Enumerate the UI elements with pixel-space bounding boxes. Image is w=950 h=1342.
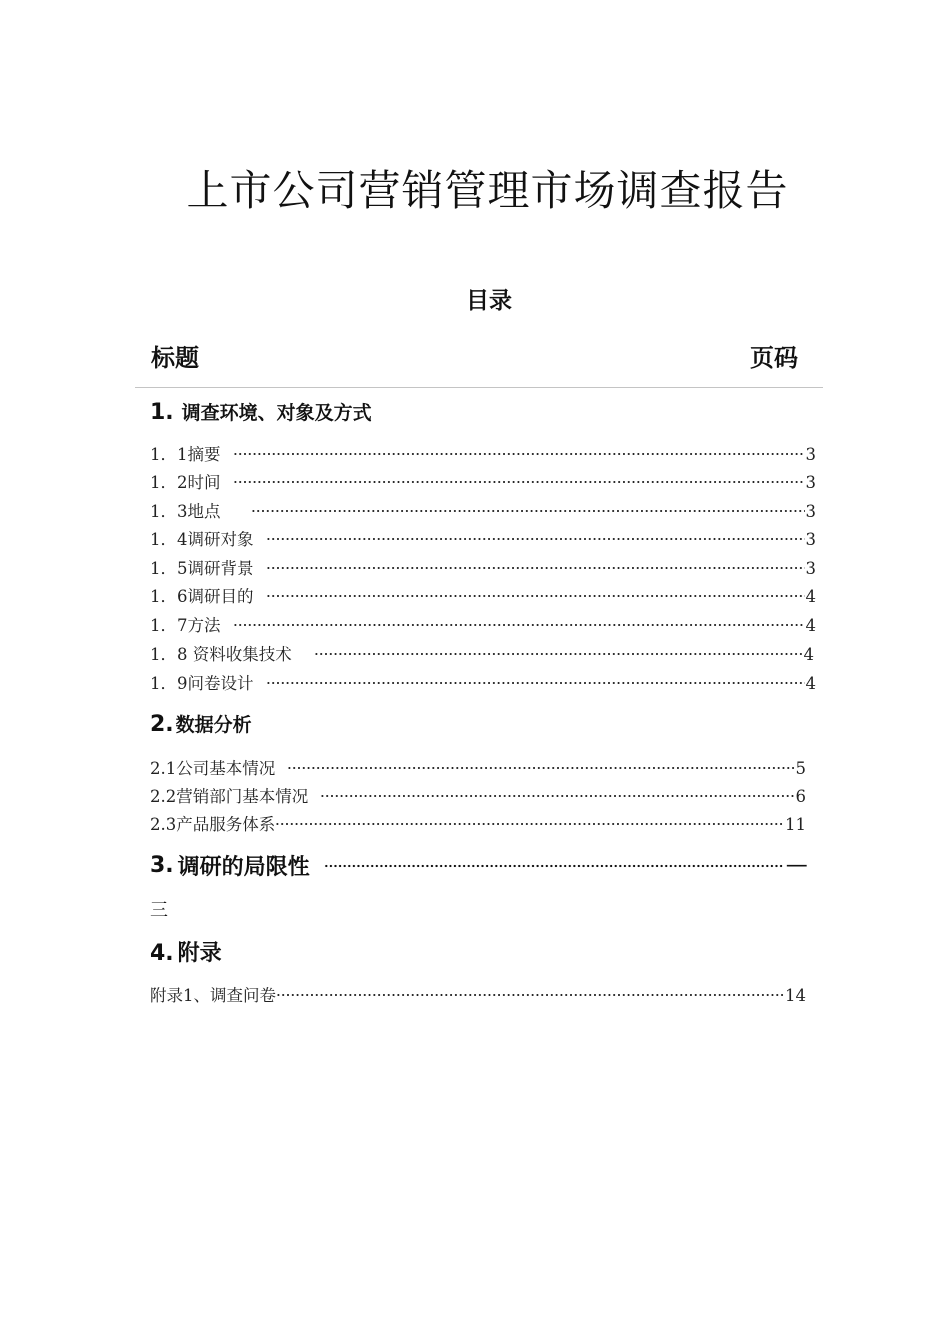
dot-leader xyxy=(233,475,805,489)
entry-label: 2.1公司基本情况 xyxy=(150,759,276,778)
toc-entry[interactable] xyxy=(150,441,816,463)
entry-label: 1．8 资料收集技术 xyxy=(150,645,292,664)
entry-label: 1．6调研目的 xyxy=(150,587,254,606)
entry-page: 6 xyxy=(795,787,806,806)
header-divider xyxy=(135,387,823,388)
dot-leader xyxy=(266,589,805,603)
toc-entry[interactable] xyxy=(150,526,816,548)
entry-label: 1．3地点 xyxy=(150,502,221,521)
toc-section-3[interactable] xyxy=(150,850,808,881)
entry-page: 5 xyxy=(795,759,806,778)
section-number: 4. xyxy=(150,941,174,966)
section-3-page-continued: 三 xyxy=(150,900,168,921)
entry-page: 4 xyxy=(805,616,816,635)
entry-label: 1．1摘要 xyxy=(150,445,221,464)
toc-entry[interactable] xyxy=(150,469,816,491)
entry-page: 4 xyxy=(805,587,816,606)
section-number: 2. xyxy=(150,712,174,737)
toc-entry[interactable] xyxy=(150,670,816,692)
entry-label: 附录1、调查问卷 xyxy=(150,986,276,1005)
entry-label: 2.3产品服务体系 xyxy=(150,815,276,834)
dot-leader xyxy=(251,504,805,518)
entry-page: 11 xyxy=(785,815,806,834)
document-title: 上市公司营销管理市场调查报告 xyxy=(186,166,789,215)
dot-leader xyxy=(275,817,784,831)
dot-leader xyxy=(314,647,803,661)
toc-heading: 目录 xyxy=(466,288,512,314)
dot-leader xyxy=(233,618,805,632)
toc-entry[interactable] xyxy=(150,641,814,663)
dot-leader xyxy=(233,447,805,461)
entry-page: — xyxy=(785,853,808,878)
toc-entry[interactable] xyxy=(150,755,806,777)
toc-entry[interactable] xyxy=(150,555,816,577)
toc-entry[interactable] xyxy=(150,783,806,805)
section-number: 3. xyxy=(150,853,174,878)
toc-header-page-column: 页码 xyxy=(750,344,798,372)
section-number: 1. xyxy=(150,400,174,425)
dot-leader xyxy=(324,859,784,873)
dot-leader xyxy=(320,789,794,803)
section-title: 附录 xyxy=(177,941,222,966)
dot-leader xyxy=(276,988,784,1002)
toc-section-1[interactable] xyxy=(150,398,372,425)
entry-label: 1．5调研背景 xyxy=(150,559,254,578)
entry-label: 1．7方法 xyxy=(150,616,221,635)
dot-leader xyxy=(287,761,794,775)
entry-page: 4 xyxy=(805,674,816,693)
dot-leader xyxy=(266,676,805,690)
entry-page: 14 xyxy=(785,986,806,1005)
entry-page: 3 xyxy=(805,530,816,549)
toc-entry[interactable] xyxy=(150,612,816,634)
section-title: 调研的局限性 xyxy=(177,855,310,880)
dot-leader xyxy=(266,561,805,575)
entry-label: 1．4调研对象 xyxy=(150,530,254,549)
toc-entry[interactable] xyxy=(150,982,806,1004)
section-title: 调查环境、对象及方式 xyxy=(181,402,372,424)
entry-label: 1．2时间 xyxy=(150,473,221,492)
entry-page: 3 xyxy=(805,473,816,492)
section-title: 数据分析 xyxy=(175,714,252,736)
entry-page: 4 xyxy=(803,645,814,664)
dot-leader xyxy=(266,532,805,546)
entry-page: 3 xyxy=(805,502,816,521)
entry-label: 1．9问卷设计 xyxy=(150,674,254,693)
entry-label: 2.2营销部门基本情况 xyxy=(150,787,309,806)
toc-section-4[interactable] xyxy=(150,936,222,967)
entry-page: 3 xyxy=(805,559,816,578)
toc-entry[interactable] xyxy=(150,498,816,520)
toc-entry[interactable] xyxy=(150,583,816,605)
toc-entry[interactable] xyxy=(150,811,806,833)
toc-section-2[interactable] xyxy=(150,710,252,737)
toc-header-title-column: 标题 xyxy=(151,344,199,372)
entry-page: 3 xyxy=(805,445,816,464)
